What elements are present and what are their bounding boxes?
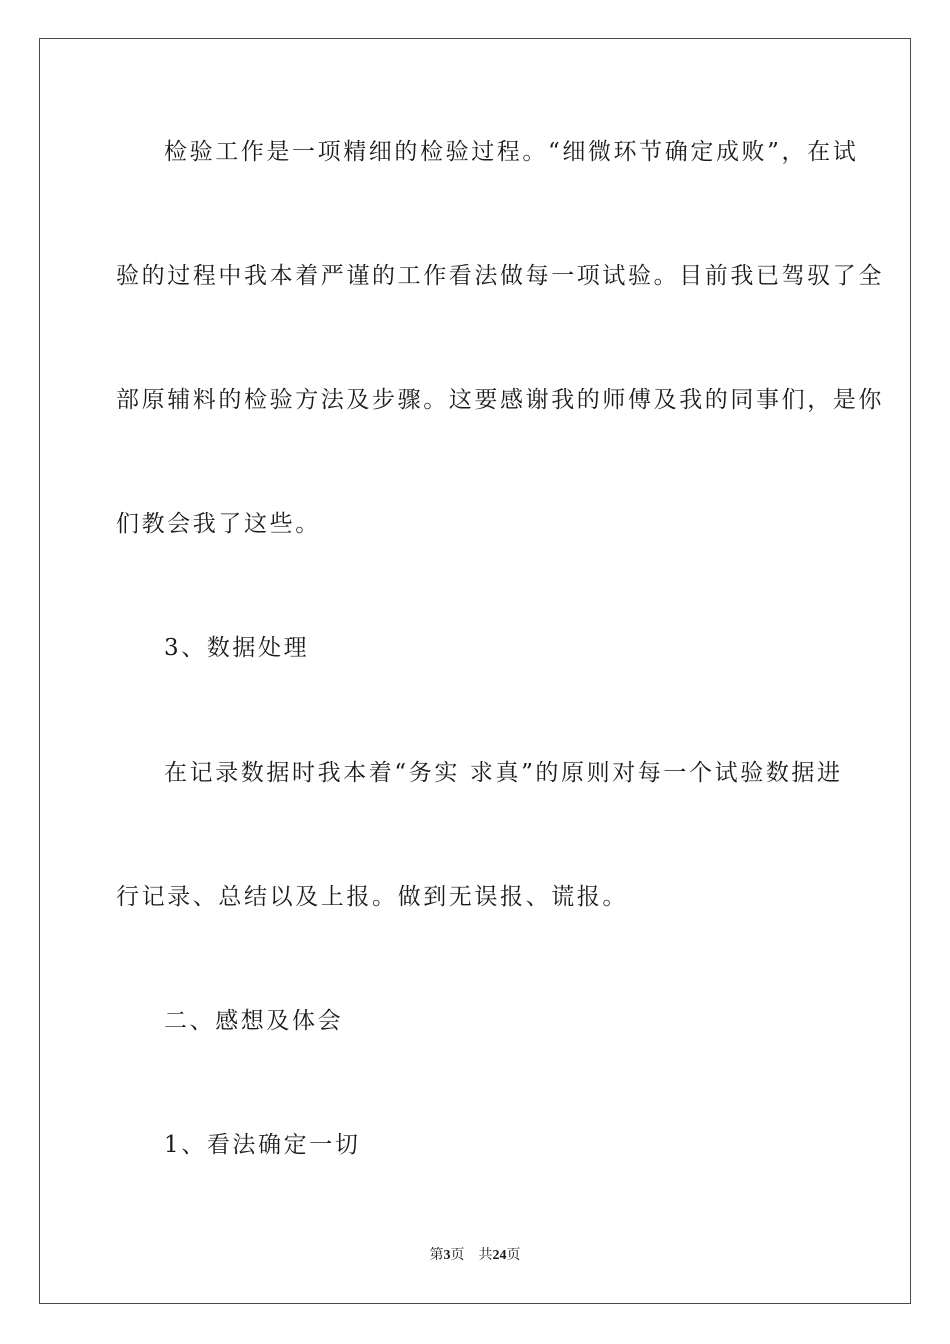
total-pages: 24: [492, 1248, 507, 1263]
section-heading: 1、看法确定一切: [164, 1132, 361, 1158]
paragraph-line: 部原辅料的检验方法及步骤。这要感谢我的师傅及我的同事们，是你: [116, 387, 884, 413]
page-number: 3: [443, 1248, 451, 1263]
page-border: [39, 38, 911, 1304]
paragraph-line: 们教会我了这些。: [116, 511, 321, 537]
paragraph-line: 验的过程中我本着严谨的工作看法做每一项试验。目前我已驾驭了全: [116, 263, 884, 289]
page-footer: [0, 1247, 950, 1265]
section-heading: 3、数据处理: [164, 635, 310, 661]
section-heading: 二、感想及体会: [164, 1008, 344, 1034]
total-prefix: 共: [478, 1248, 493, 1263]
paragraph-line: 检验工作是一项精细的检验过程。“细微环节确定成败”，在试: [164, 139, 859, 165]
paragraph-line: 行记录、总结以及上报。做到无误报、谎报。: [116, 884, 628, 910]
paragraph-line: 在记录数据时我本着“务实 求真”的原则对每一个试验数据进: [164, 760, 843, 786]
page-prefix: 第: [429, 1248, 444, 1263]
total-suffix: 页: [506, 1248, 521, 1263]
page-suffix: 页: [450, 1248, 465, 1263]
